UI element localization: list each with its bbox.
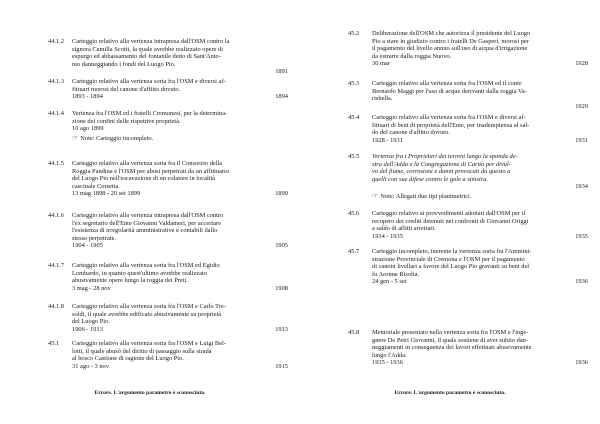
entry-description [372,329,558,359]
archive-entry [348,210,600,240]
entry-code: 44.1.3 [48,78,64,85]
description-line: Carteggio incompleto, inerente la vertenza sorta fra l'Ammini- [372,248,532,255]
entry-description [372,114,558,137]
archive-entry [48,110,310,142]
description-line: espurgo ed abbassamento del fontanile detto di Sant'Anto- [72,53,221,61]
description-line: Deliberazione dell'OSM che autorizza il presidente del Luogo [372,30,531,37]
entry-date: 1904 - 1905 [72,242,103,250]
description-line: Carteggio relativo alla vertenza sorta fra l'OSM e diversi af- [372,114,526,121]
archive-entry [348,80,600,110]
archive-entry [348,153,600,201]
description-line: il pagamento del livello annuo sull'uso di acqua d'irrigazione [372,45,528,53]
entry-date-row [72,125,310,133]
archive-entry [348,114,600,144]
entry-description [372,210,558,233]
archive-entry [48,262,310,292]
description-line: al bosco Castione di ragione del Luogo Pio. [72,355,184,363]
entry-code: 44.1.4 [48,110,64,117]
left-footer: Errore. L'argomento parametro è sconosciuto. [94,390,206,396]
description-line: gnere De Petri Giovanni, il quale sostiene di aver subito dan- [372,336,528,344]
entry-year: 1899 [275,190,288,198]
entry-date-row [372,60,600,68]
description-line: Carteggio relativo alla vertenza sorta fra l'OSM e Carlo Tre- [72,303,226,310]
entry-code: 44.1.8 [48,303,64,310]
description-line: Carteggio relativo alla vertenza sorta fra l'OSM e diversi af- [72,78,226,85]
description-line: Memoriale presentato nella vertenza sorta fra l'OSM e l'inge- [372,329,529,336]
right-footer: Errore. L'argomento parametro è sconosciuto. [394,390,506,396]
entry-description [372,248,558,278]
archive-entry [48,78,310,101]
entry-year: 1931 [575,136,588,144]
entry-description [72,78,258,93]
entry-description [72,212,258,242]
pointing-hand-icon: ☞ [372,191,379,200]
description-line: cascinale Corsetta. [72,182,120,190]
note-label: Note: [380,192,396,200]
entry-date-row [72,285,310,293]
entry-year: 1936 [575,359,588,367]
archive-entry [48,340,310,370]
archive-entry [48,303,310,333]
description-line: do del canone d'affitto dovuto. [372,129,450,137]
archive-entry [48,212,310,250]
entry-year: 1935 [575,232,588,240]
description-line: Vertenza fra i Proprietari dei terreni lungo la sponda de- [372,153,518,160]
description-line: fittuari morosi del canone d'affitto dovuto. [72,85,181,93]
entry-date: 1934 - 1935 [372,232,403,240]
entry-description [72,262,258,285]
entry-code: 45.2 [348,30,360,37]
entry-note [72,135,310,143]
entry-year: 1905 [275,242,288,250]
description-line: abusivamente opere lungo la roggia dei Preti. [72,277,188,285]
archive-entry [348,329,600,367]
description-line: vo del fiume, corrosioni e danni provocati da questo a [372,168,511,176]
note-text: Allegati due tipi planimetrici. [395,192,472,200]
description-line: Carteggio relativo alla vertenza sorta fra l'OSM e Luigi Bel- [72,340,226,347]
note-label: Note: [80,134,97,142]
description-line: fu Aronne Risolta. [372,270,420,278]
description-line: Pio a stare in giudizio contro i fratelli De Gasperi, morosi per [372,37,529,45]
entry-description [72,303,258,326]
archive-entry [348,248,600,286]
description-line: del Luogo Pio nell'escavazione di un colatore in località [72,175,216,183]
entry-note [372,193,600,201]
entry-description [72,340,258,363]
description-line: stesso perpetrate. [72,234,117,242]
entry-code: 44.1.7 [48,262,64,269]
entry-date: 1893 - 1894 [72,93,103,101]
entry-date-row [372,233,600,241]
description-line: da estrarre dalla roggia Nuovo. [372,52,452,60]
entry-year: 1913 [275,325,288,333]
description-line: Roggia Pandina e l'OSM per abusi perpetrati da un affittuario [72,167,230,175]
entry-date: 13 mag 1898 - 20 set 1899 [72,190,141,198]
entry-date: 1928 - 1931 [372,136,403,144]
entry-date-row [372,183,600,191]
description-line: soldi, il quale avrebbe edificato abusivamente su proprietà [72,310,222,318]
description-line: strazione Provinciale di Cremona e l'OSM per il pagamento [372,255,525,263]
entry-year: 1934 [575,183,588,191]
entry-code: 45.6 [348,210,360,217]
description-line: Vertenza fra l'OSM ed i fratelli Cremonesi, per la determina- [72,110,228,117]
entry-description [72,38,258,68]
description-line: stra dell'Adda e la Congregazione di Carità per divul- [372,160,511,168]
description-line: neggiamenti in conseguenza dei lavori effettuati abusivamente [372,344,532,352]
description-line: quelli con sue difese contro le gole a sinistra. [372,175,489,183]
entry-date-row [72,242,310,250]
entry-year: 1928 [575,60,588,68]
entry-date: 1906 - 1913 [72,325,103,333]
description-line: Carteggio relativo alla vertenza intrapresa dall'OSM contro la [72,38,230,45]
description-line: nio danneggiando i fondi del Luogo Pio. [72,60,176,68]
entry-year: 1894 [275,93,288,101]
entry-code: 44.1.5 [48,160,64,167]
description-line: zione dei confini delle rispettive proprietà. [72,117,181,125]
description-line: Carteggio relativo alla vertenza intrapresa dall'OSM contro [72,212,224,219]
note-text: Carteggio incompleto. [96,134,154,142]
description-line: rishella. [372,95,393,103]
description-line: l'ex segretario dell'Ente Giovanni Valdameri, per accertare [72,219,221,227]
description-line: di canoni livellari a favore del Luogo Pio gravanti su beni del [372,263,530,271]
entry-date-row [372,278,600,286]
entry-date-row [372,359,600,367]
entry-code: 45.4 [348,114,360,121]
entry-year: 1891 [275,68,288,76]
description-line: Carteggio relativo alla vertenza sorta fra l'OSM ed Egidio [72,262,220,269]
description-line: Carteggio relativo alla vertenza sorta fra l'OSM ed il conte [372,80,522,87]
entry-date-row [372,137,600,145]
description-line: Carteggio relativo ai provvedimenti adottati dall'OSM per il [372,210,526,217]
pointing-hand-icon: ☞ [72,133,79,142]
entry-code: 45.7 [348,248,360,255]
description-line: a saldo di affitti arretrati. [372,225,436,233]
archive-entry [48,160,310,198]
description-line: Lombardo, in quanto quest'ultimo avrebbe realizzato [72,269,207,277]
entry-code: 45.5 [348,153,360,160]
entry-date: 3 mag - 28 nov [72,284,111,292]
entry-code: 44.1.2 [48,38,64,45]
entry-date-row [372,103,600,111]
entry-description [372,80,558,103]
entry-code: 45.8 [348,329,360,336]
entry-code: 45.3 [348,80,360,87]
entry-date: 10 ago 1899 [72,125,104,133]
right-page [300,0,600,424]
entry-code: 45.1 [48,340,60,347]
entry-description [372,153,558,183]
entry-description [72,110,258,125]
entry-date: 1935 - 1936 [372,359,403,367]
description-line: del Luogo Pio. [72,318,110,326]
entry-date-row [72,326,310,334]
archive-entry [348,30,600,68]
entry-year: 1908 [275,284,288,292]
entry-description [72,160,258,190]
entry-year: 1929 [575,102,588,110]
entry-year: 1915 [275,362,288,370]
entry-date-row [72,93,310,101]
entry-date: 30 mar [372,60,390,68]
entry-date-row [72,190,310,198]
description-line: recupero dei crediti detenuti nei confronti di Giovanni Origgi [372,217,529,225]
entry-year: 1936 [575,278,588,286]
archive-entry [48,38,310,76]
description-line: Bernardo Maggi per l'uso di acque derivanti dalla roggia Va- [372,87,527,95]
description-line: lungo l'Adda. [372,351,407,359]
entry-date: 31 ago - 3 nov [72,362,109,370]
description-line: lotti, il quale abusò del diritto di passaggio sulla strada [72,347,212,355]
description-line: signora Camilla Scotti, la quale avrebbe realizzato opere di [72,45,224,53]
description-line: l'esistenza di irregolarità amministrative e contabili dallo [72,227,218,235]
description-line: Carteggio relativo alla vertenza sorta fra il Consorzio della [72,160,223,167]
entry-date-row [72,68,310,76]
entry-date: 24 gen - 5 set [372,278,407,286]
description-line: fittuari di beni di proprietà dell'Ente, per inadempienza al sal- [372,121,530,129]
entry-description [372,30,558,60]
entry-code: 44.1.6 [48,212,64,219]
entry-date-row [72,363,310,371]
